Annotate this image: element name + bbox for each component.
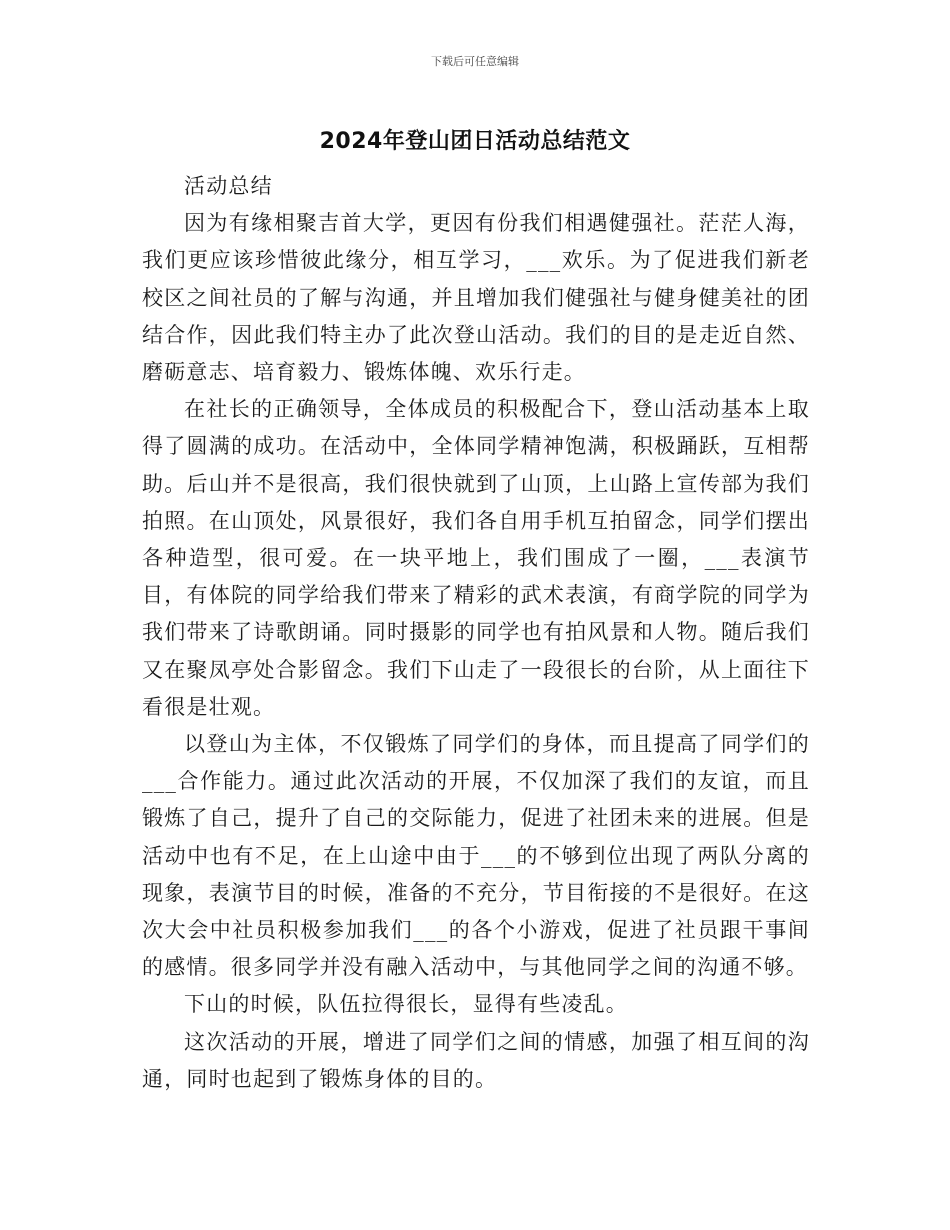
document-body xyxy=(142,168,810,1098)
document-title: 2024年登山团日活动总结范文 xyxy=(319,129,631,154)
paragraph: 因为有缘相聚吉首大学，更因有份我们相遇健强社。茫茫人海，我们更应该珍惜彼此缘分，相互学习，___欢乐。为了促进我们新老校区之间社员的了解与沟通，并且增加我们健强社与健身健美社的团结合作，因此我们特主办了此次登山活动。我们的目的是走近自然、磨砺意志、培育毅力、锻炼体魄、欢乐行走。 xyxy=(142,211,810,385)
paragraph: 这次活动的开展，增进了同学们之间的情感，加强了相互间的沟通，同时也起到了锻炼身体的目的。 xyxy=(142,1029,810,1091)
paragraph: 以登山为主体，不仅锻炼了同学们的身体，而且提高了同学们的___合作能力。通过此次活动的开展，不仅加深了我们的友谊，而且锻炼了自己，提升了自己的交际能力，促进了社团未来的进展。但是活动中也有不足，在上山途中由于___的不够到位出现了两队分离的现象，表演节目的时候，准备的不充分，节目衔接的不是很好。在这次大会中社员积极参加我们___的各个小游戏，促进了社员跟干事间的感情。很多同学并没有融入活动中，与其他同学之间的沟通不够。 xyxy=(142,732,810,980)
paragraph: 下山的时候，队伍拉得很长，显得有些凌乱。 xyxy=(184,992,628,1017)
paragraph: 在社长的正确领导，全体成员的积极配合下，登山活动基本上取得了圆满的成功。在活动中，全体同学精神饱满，积极踊跃，互相帮助。后山并不是很高，我们很快就到了山顶，上山路上宣传部为我们拍照。在山顶处，风景很好，我们各自用手机互拍留念，同学们摆出各种造型，很可爱。在一块平地上，我们围成了一圈，___表演节目，有体院的同学给我们带来了精彩的武术表演，有商学院的同学为我们带来了诗歌朗诵。同时摄影的同学也有拍风景和人物。随后我们又在聚凤亭处合影留念。我们下山走了一段很长的台阶，从上面往下看很是壮观。 xyxy=(142,397,810,719)
section-heading: 活动总结 xyxy=(184,174,273,198)
page-header-note: 下载后可任意编辑 xyxy=(431,55,519,68)
